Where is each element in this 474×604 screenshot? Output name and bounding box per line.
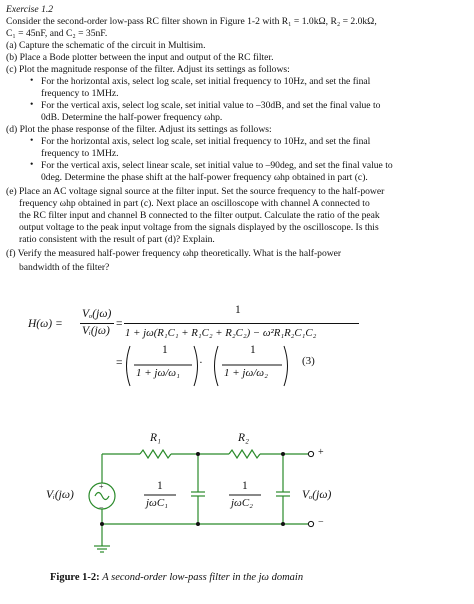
part-f-line-2: bandwidth of the filter?: [19, 262, 110, 273]
junction-dot: [281, 522, 285, 526]
output-label: Vₒ(jω): [302, 489, 332, 501]
bullet-icon: •: [30, 75, 34, 86]
equation-factor-1-numerator: 1: [162, 344, 168, 356]
equation-fraction-denominator: 1 + jω(R₁C₁ + R₁C₂ + R₂C₂) − ω²R₁R₂C₁C₂: [125, 327, 317, 339]
bullet-icon: •: [30, 99, 34, 110]
part-c-bullet-1-line-2: frequency to 1MHz.: [41, 88, 119, 99]
output-plus-sign: +: [318, 447, 324, 458]
c2-impedance-numerator: 1: [242, 480, 248, 492]
source-label: Vᵢ(jω): [46, 489, 74, 501]
source-plus-sign: +: [99, 482, 104, 491]
part-d-bullet-1-line-2: frequency to 1MHz.: [41, 148, 119, 159]
equation-ratio-numerator: Vₒ(jω): [82, 308, 112, 320]
equation-ratio-bar: [80, 323, 114, 324]
equation-dot: ·: [199, 357, 203, 369]
r1-label: R₁: [150, 432, 162, 444]
c2-impedance-denominator: jωC₂: [231, 497, 253, 509]
equation-equals-2: =: [116, 357, 123, 369]
r2-label: R₂: [238, 432, 250, 444]
c1-impedance-numerator: 1: [157, 480, 163, 492]
exercise-title: Exercise 1.2: [6, 4, 54, 15]
part-a: (a) Capture the schematic of the circuit in Multisim.: [6, 40, 206, 51]
junction-dot: [196, 452, 200, 456]
left-paren-1: [127, 346, 131, 386]
part-d-bullet-2-line-1: For the vertical axis, select linear scale, set initial value to –90deg, and set the final value to: [41, 160, 393, 171]
equation-lhs: H(ω) =: [28, 318, 63, 330]
equation-factor-2-denominator: 1 + jω/ω₂: [224, 367, 268, 379]
part-c-bullet-2-line-2: 0dB. Determine the half-power frequency ωhp.: [41, 112, 223, 123]
equation-factor-1-denominator: 1 + jω/ω₁: [136, 367, 180, 379]
resistor-r2-symbol: [229, 450, 260, 458]
c1-impedance-denominator: jωC₁: [146, 497, 168, 509]
bullet-icon: •: [30, 135, 34, 146]
part-d-bullet-1-line-1: For the horizontal axis, select log scale, set initial frequency to 10Hz, and set the final: [41, 136, 371, 147]
part-e-line-2: frequency ωhp obtained in part (c). Next place an oscilloscope with channel A connected to: [19, 198, 370, 209]
equation-ratio-denominator: Vᵢ(jω): [82, 325, 110, 337]
figure-caption-text: A second-order low-pass filter in the jω domain: [102, 572, 304, 583]
output-terminal-minus: [308, 521, 313, 526]
part-e-line-3: the RC filter input and channel B connected to the filter output. Calculate the ratio of the peak: [19, 210, 380, 221]
part-c: (c) Plot the magnitude response of the filter. Adjust its settings as follows:: [6, 64, 290, 75]
part-e-line-4: output voltage to the peak input voltage from the signals displayed by the oscilloscope. Is this: [19, 222, 379, 233]
figure-caption-label: Figure 1-2:: [50, 572, 100, 583]
intro-line-2: C₁ = 45nF, and C₂ = 35nF.: [6, 28, 108, 39]
left-paren-2: [215, 346, 219, 386]
part-c-bullet-2-line-1: For the vertical axis, select log scale, set initial value to –30dB, and set the final value to: [41, 100, 381, 111]
right-paren-2: [284, 346, 288, 386]
part-e-line-5: ratio consistent with the result of part (d)? Explain.: [19, 234, 215, 245]
figure-caption: [50, 572, 303, 584]
part-b: (b) Place a Bode plotter between the input and output of the RC filter.: [6, 52, 274, 63]
equation-number: (3): [302, 355, 315, 367]
intro-line-1: Consider the second-order low-pass RC filter shown in Figure 1-2 with R₁ = 1.0kΩ, R₂ = 2.0kΩ,: [6, 16, 377, 27]
right-paren-1: [194, 346, 198, 386]
part-d: (d) Plot the phase response of the filter. Adjust its settings as follows:: [6, 124, 272, 135]
part-e-line-1: (e) Place an AC voltage signal source at the filter input. Set the source frequency to the half-power: [6, 186, 385, 197]
resistor-r1-symbol: [140, 450, 171, 458]
equation-fraction-numerator: 1: [235, 304, 241, 316]
source-minus-sign: −: [99, 503, 104, 512]
part-c-bullet-1-line-1: For the horizontal axis, select log scale, set initial frequency to 10Hz, and set the final: [41, 76, 371, 87]
part-d-bullet-2-line-2: 0deg. Determine the phase shift at the half-power frequency ωhp obtained in part (c).: [41, 172, 368, 183]
sine-wave-icon: [95, 493, 109, 500]
bullet-icon: •: [30, 159, 34, 170]
equation-equals: =: [116, 318, 123, 330]
output-minus-sign: −: [318, 517, 324, 528]
equation-factor-2-numerator: 1: [250, 344, 256, 356]
equation-fraction-bar: [124, 323, 359, 324]
junction-dot: [100, 522, 104, 526]
output-terminal-plus: [308, 451, 313, 456]
part-f-line-1: (f) Verify the measured half-power frequency ωhp theoretically. What is the half-power: [6, 248, 342, 259]
junction-dot: [196, 522, 200, 526]
junction-dot: [281, 452, 285, 456]
